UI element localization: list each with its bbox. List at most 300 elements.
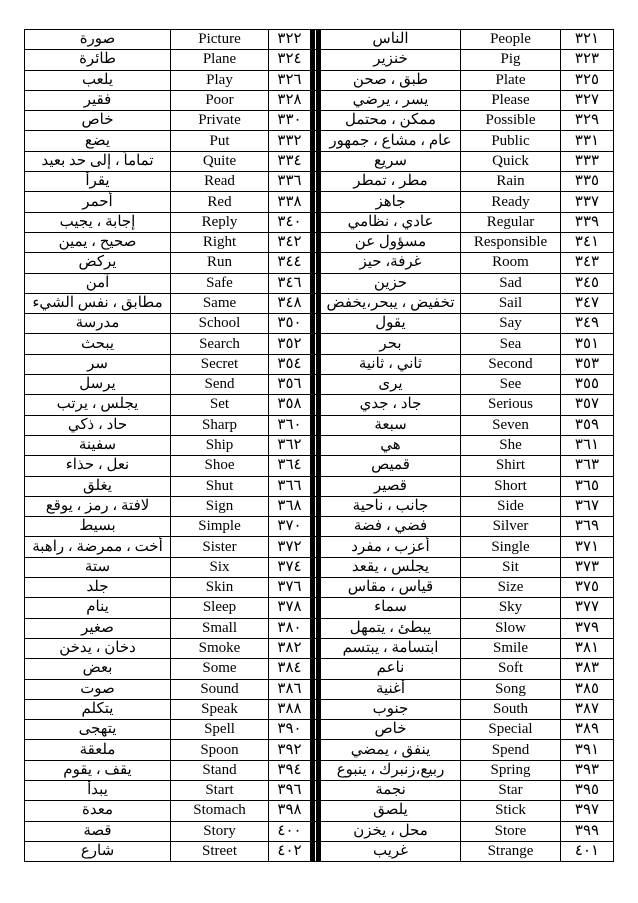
table-row bbox=[25, 232, 614, 252]
left-entry-number: ٤٠٢ bbox=[269, 841, 311, 861]
right-arabic-meaning: محل ، يخزن bbox=[321, 821, 461, 841]
left-entry-number: ٣٣٢ bbox=[269, 131, 311, 151]
left-arabic-meaning: يضع bbox=[25, 131, 171, 151]
left-entry-number: ٣٥٨ bbox=[269, 395, 311, 415]
right-entry-number: ٤٠١ bbox=[561, 841, 614, 861]
table-row bbox=[25, 192, 614, 212]
column-divider bbox=[311, 90, 321, 110]
left-arabic-meaning: صحيح ، يمين bbox=[25, 232, 171, 252]
left-arabic-meaning: يبحث bbox=[25, 334, 171, 354]
left-english-word: Quite bbox=[171, 151, 269, 171]
right-arabic-meaning: حزين bbox=[321, 273, 461, 293]
right-arabic-meaning: غرفة، حيز bbox=[321, 253, 461, 273]
right-english-word: Song bbox=[461, 679, 561, 699]
left-english-word: Speak bbox=[171, 699, 269, 719]
table-row bbox=[25, 354, 614, 374]
right-entry-number: ٣٧٥ bbox=[561, 578, 614, 598]
left-english-word: Small bbox=[171, 618, 269, 638]
left-entry-number: ٣٥٢ bbox=[269, 334, 311, 354]
left-english-word: Reply bbox=[171, 212, 269, 232]
right-english-word: Single bbox=[461, 537, 561, 557]
column-divider bbox=[311, 638, 321, 658]
left-arabic-meaning: مدرسة bbox=[25, 314, 171, 334]
left-english-word: Some bbox=[171, 659, 269, 679]
right-entry-number: ٣٨١ bbox=[561, 638, 614, 658]
right-arabic-meaning: ربيع،زنبرك ، ينبوع bbox=[321, 760, 461, 780]
right-entry-number: ٣٦٩ bbox=[561, 517, 614, 537]
left-english-word: Sister bbox=[171, 537, 269, 557]
table-row bbox=[25, 496, 614, 516]
left-arabic-meaning: قصة bbox=[25, 821, 171, 841]
table-row bbox=[25, 50, 614, 70]
column-divider bbox=[311, 212, 321, 232]
left-english-word: Sign bbox=[171, 496, 269, 516]
right-arabic-meaning: نجمة bbox=[321, 780, 461, 800]
right-english-word: Possible bbox=[461, 111, 561, 131]
right-entry-number: ٣٥٧ bbox=[561, 395, 614, 415]
column-divider bbox=[311, 50, 321, 70]
right-english-word: Size bbox=[461, 578, 561, 598]
right-entry-number: ٣٢٣ bbox=[561, 50, 614, 70]
right-english-word: Spring bbox=[461, 760, 561, 780]
right-entry-number: ٣٨٧ bbox=[561, 699, 614, 719]
right-arabic-meaning: يجلس ، يقعد bbox=[321, 557, 461, 577]
left-arabic-meaning: صورة bbox=[25, 30, 171, 50]
left-entry-number: ٣٣٠ bbox=[269, 111, 311, 131]
table-row bbox=[25, 801, 614, 821]
right-english-word: Store bbox=[461, 821, 561, 841]
right-entry-number: ٣٧٧ bbox=[561, 598, 614, 618]
left-entry-number: ٣٥٤ bbox=[269, 354, 311, 374]
column-divider bbox=[311, 30, 321, 50]
column-divider bbox=[311, 841, 321, 861]
right-english-word: People bbox=[461, 30, 561, 50]
right-english-word: Slow bbox=[461, 618, 561, 638]
left-entry-number: ٣٤٦ bbox=[269, 273, 311, 293]
right-entry-number: ٣٩٥ bbox=[561, 780, 614, 800]
left-entry-number: ٣٧٨ bbox=[269, 598, 311, 618]
right-entry-number: ٣٧١ bbox=[561, 537, 614, 557]
table-row bbox=[25, 273, 614, 293]
table-row bbox=[25, 841, 614, 861]
column-divider bbox=[311, 456, 321, 476]
right-english-word: Star bbox=[461, 780, 561, 800]
left-arabic-meaning: دخان ، يدخن bbox=[25, 638, 171, 658]
right-entry-number: ٣٢٧ bbox=[561, 90, 614, 110]
table-row bbox=[25, 415, 614, 435]
left-entry-number: ٣٧٠ bbox=[269, 517, 311, 537]
right-arabic-meaning: ينفق ، يمضي bbox=[321, 740, 461, 760]
right-arabic-meaning: بحر bbox=[321, 334, 461, 354]
left-entry-number: ٣٨٠ bbox=[269, 618, 311, 638]
table-row bbox=[25, 537, 614, 557]
table-row bbox=[25, 111, 614, 131]
right-arabic-meaning: عادي ، نظامي bbox=[321, 212, 461, 232]
table-row bbox=[25, 334, 614, 354]
right-english-word: Quick bbox=[461, 151, 561, 171]
left-arabic-meaning: شارع bbox=[25, 841, 171, 861]
left-english-word: Smoke bbox=[171, 638, 269, 658]
table-row bbox=[25, 131, 614, 151]
right-entry-number: ٣٨٥ bbox=[561, 679, 614, 699]
left-entry-number: ٣٤٢ bbox=[269, 232, 311, 252]
vocabulary-table-body bbox=[25, 30, 614, 862]
right-english-word: Sky bbox=[461, 598, 561, 618]
left-english-word: Street bbox=[171, 841, 269, 861]
left-entry-number: ٣٩٤ bbox=[269, 760, 311, 780]
table-row bbox=[25, 720, 614, 740]
left-english-word: Simple bbox=[171, 517, 269, 537]
right-entry-number: ٣٩٧ bbox=[561, 801, 614, 821]
left-english-word: Right bbox=[171, 232, 269, 252]
left-entry-number: ٣٤٨ bbox=[269, 293, 311, 313]
left-english-word: Poor bbox=[171, 90, 269, 110]
table-row bbox=[25, 679, 614, 699]
left-entry-number: ٣٩٢ bbox=[269, 740, 311, 760]
left-english-word: Secret bbox=[171, 354, 269, 374]
right-english-word: See bbox=[461, 375, 561, 395]
right-arabic-meaning: خاص bbox=[321, 720, 461, 740]
left-arabic-meaning: ستة bbox=[25, 557, 171, 577]
left-english-word: Put bbox=[171, 131, 269, 151]
right-arabic-meaning: قصير bbox=[321, 476, 461, 496]
left-english-word: Red bbox=[171, 192, 269, 212]
left-english-word: Private bbox=[171, 111, 269, 131]
table-row bbox=[25, 740, 614, 760]
right-arabic-meaning: يلصق bbox=[321, 801, 461, 821]
left-entry-number: ٣٩٨ bbox=[269, 801, 311, 821]
right-arabic-meaning: تخفيض ، يبحر،يخفض bbox=[321, 293, 461, 313]
column-divider bbox=[311, 679, 321, 699]
left-english-word: School bbox=[171, 314, 269, 334]
right-arabic-meaning: عام ، مشاع ، جمهور bbox=[321, 131, 461, 151]
left-english-word: Same bbox=[171, 293, 269, 313]
right-arabic-meaning: يبطئ ، يتمهل bbox=[321, 618, 461, 638]
right-entry-number: ٣٤٥ bbox=[561, 273, 614, 293]
right-arabic-meaning: قميص bbox=[321, 456, 461, 476]
left-arabic-meaning: فقير bbox=[25, 90, 171, 110]
left-arabic-meaning: نعل ، حذاء bbox=[25, 456, 171, 476]
left-english-word: Set bbox=[171, 395, 269, 415]
right-arabic-meaning: أعزب ، مفرد bbox=[321, 537, 461, 557]
column-divider bbox=[311, 760, 321, 780]
right-entry-number: ٣٣٥ bbox=[561, 172, 614, 192]
table-row bbox=[25, 476, 614, 496]
right-english-word: She bbox=[461, 435, 561, 455]
left-entry-number: ٣٨٦ bbox=[269, 679, 311, 699]
right-arabic-meaning: طبق ، صحن bbox=[321, 70, 461, 90]
left-entry-number: ٣٧٢ bbox=[269, 537, 311, 557]
column-divider bbox=[311, 70, 321, 90]
right-arabic-meaning: سبعة bbox=[321, 415, 461, 435]
left-english-word: Stand bbox=[171, 760, 269, 780]
left-arabic-meaning: بعض bbox=[25, 659, 171, 679]
right-arabic-meaning: جانب ، ناحية bbox=[321, 496, 461, 516]
right-english-word: Public bbox=[461, 131, 561, 151]
right-entry-number: ٣٤٣ bbox=[561, 253, 614, 273]
column-divider bbox=[311, 821, 321, 841]
left-arabic-meaning: أحمر bbox=[25, 192, 171, 212]
table-row bbox=[25, 90, 614, 110]
right-english-word: Sea bbox=[461, 334, 561, 354]
right-arabic-meaning: ابتسامة ، يبتسم bbox=[321, 638, 461, 658]
left-entry-number: ٣٥٦ bbox=[269, 375, 311, 395]
right-english-word: Spend bbox=[461, 740, 561, 760]
left-arabic-meaning: يتهجى bbox=[25, 720, 171, 740]
left-arabic-meaning: آمن bbox=[25, 273, 171, 293]
left-arabic-meaning: يبدأ bbox=[25, 780, 171, 800]
left-english-word: Ship bbox=[171, 435, 269, 455]
left-english-word: Send bbox=[171, 375, 269, 395]
right-entry-number: ٣٧٩ bbox=[561, 618, 614, 638]
right-entry-number: ٣٥٥ bbox=[561, 375, 614, 395]
column-divider bbox=[311, 618, 321, 638]
left-arabic-meaning: سر bbox=[25, 354, 171, 374]
left-arabic-meaning: معدة bbox=[25, 801, 171, 821]
column-divider bbox=[311, 740, 321, 760]
right-arabic-meaning: ناعم bbox=[321, 659, 461, 679]
right-english-word: Smile bbox=[461, 638, 561, 658]
table-row bbox=[25, 598, 614, 618]
column-divider bbox=[311, 517, 321, 537]
right-english-word: South bbox=[461, 699, 561, 719]
left-arabic-meaning: حاد ، ذكي bbox=[25, 415, 171, 435]
left-arabic-meaning: ينام bbox=[25, 598, 171, 618]
column-divider bbox=[311, 537, 321, 557]
right-english-word: Special bbox=[461, 720, 561, 740]
table-row bbox=[25, 314, 614, 334]
left-arabic-meaning: ملعقة bbox=[25, 740, 171, 760]
left-arabic-meaning: يلعب bbox=[25, 70, 171, 90]
right-entry-number: ٣٥٣ bbox=[561, 354, 614, 374]
table-row bbox=[25, 375, 614, 395]
table-row bbox=[25, 557, 614, 577]
table-row bbox=[25, 578, 614, 598]
right-entry-number: ٣٣١ bbox=[561, 131, 614, 151]
column-divider bbox=[311, 314, 321, 334]
left-english-word: Search bbox=[171, 334, 269, 354]
right-english-word: Second bbox=[461, 354, 561, 374]
left-english-word: Sleep bbox=[171, 598, 269, 618]
left-english-word: Plane bbox=[171, 50, 269, 70]
column-divider bbox=[311, 476, 321, 496]
right-arabic-meaning: أغنية bbox=[321, 679, 461, 699]
right-entry-number: ٣٤٧ bbox=[561, 293, 614, 313]
column-divider bbox=[311, 232, 321, 252]
left-arabic-meaning: يركض bbox=[25, 253, 171, 273]
left-arabic-meaning: صوت bbox=[25, 679, 171, 699]
column-divider bbox=[311, 496, 321, 516]
left-english-word: Skin bbox=[171, 578, 269, 598]
left-entry-number: ٣٢٤ bbox=[269, 50, 311, 70]
right-entry-number: ٣٨٣ bbox=[561, 659, 614, 679]
column-divider bbox=[311, 131, 321, 151]
left-arabic-meaning: يغلق bbox=[25, 476, 171, 496]
right-english-word: Regular bbox=[461, 212, 561, 232]
left-arabic-meaning: صغير bbox=[25, 618, 171, 638]
right-entry-number: ٣٢٥ bbox=[561, 70, 614, 90]
left-english-word: Spoon bbox=[171, 740, 269, 760]
left-arabic-meaning: يتكلم bbox=[25, 699, 171, 719]
column-divider bbox=[311, 253, 321, 273]
left-english-word: Sound bbox=[171, 679, 269, 699]
column-divider bbox=[311, 557, 321, 577]
right-english-word: Rain bbox=[461, 172, 561, 192]
right-entry-number: ٣٣٩ bbox=[561, 212, 614, 232]
right-entry-number: ٣٤١ bbox=[561, 232, 614, 252]
column-divider bbox=[311, 375, 321, 395]
column-divider bbox=[311, 720, 321, 740]
right-entry-number: ٣٤٩ bbox=[561, 314, 614, 334]
right-english-word: Pig bbox=[461, 50, 561, 70]
table-row bbox=[25, 30, 614, 50]
right-english-word: Seven bbox=[461, 415, 561, 435]
left-arabic-meaning: إجابة ، يجيب bbox=[25, 212, 171, 232]
left-entry-number: ٣٤٤ bbox=[269, 253, 311, 273]
table-row bbox=[25, 456, 614, 476]
vocabulary-table bbox=[24, 29, 614, 862]
vocabulary-sheet bbox=[24, 29, 613, 862]
left-arabic-meaning: أخت ، ممرضة ، راهبة bbox=[25, 537, 171, 557]
table-row bbox=[25, 253, 614, 273]
left-arabic-meaning: مطابق ، نفس الشيء bbox=[25, 293, 171, 313]
left-english-word: Shoe bbox=[171, 456, 269, 476]
left-english-word: Stomach bbox=[171, 801, 269, 821]
left-entry-number: ٣٥٠ bbox=[269, 314, 311, 334]
right-entry-number: ٣٣٣ bbox=[561, 151, 614, 171]
left-entry-number: ٣٨٢ bbox=[269, 638, 311, 658]
left-arabic-meaning: طائرة bbox=[25, 50, 171, 70]
left-arabic-meaning: يرسل bbox=[25, 375, 171, 395]
left-arabic-meaning: يقرأ bbox=[25, 172, 171, 192]
right-english-word: Strange bbox=[461, 841, 561, 861]
left-entry-number: ٣٢٢ bbox=[269, 30, 311, 50]
right-english-word: Silver bbox=[461, 517, 561, 537]
left-english-word: Play bbox=[171, 70, 269, 90]
right-arabic-meaning: قياس ، مقاس bbox=[321, 578, 461, 598]
left-english-word: Story bbox=[171, 821, 269, 841]
right-arabic-meaning: غريب bbox=[321, 841, 461, 861]
right-entry-number: ٣٩١ bbox=[561, 740, 614, 760]
column-divider bbox=[311, 435, 321, 455]
right-arabic-meaning: جاد ، جدي bbox=[321, 395, 461, 415]
column-divider bbox=[311, 334, 321, 354]
left-english-word: Sharp bbox=[171, 415, 269, 435]
right-arabic-meaning: مطر ، تمطر bbox=[321, 172, 461, 192]
left-entry-number: ٣٤٠ bbox=[269, 212, 311, 232]
left-entry-number: ٣٣٦ bbox=[269, 172, 311, 192]
right-entry-number: ٣٦١ bbox=[561, 435, 614, 455]
right-english-word: Say bbox=[461, 314, 561, 334]
right-english-word: Responsible bbox=[461, 232, 561, 252]
left-arabic-meaning: يجلس ، يرتب bbox=[25, 395, 171, 415]
table-row bbox=[25, 821, 614, 841]
right-entry-number: ٣٦٥ bbox=[561, 476, 614, 496]
column-divider bbox=[311, 801, 321, 821]
right-arabic-meaning: سريع bbox=[321, 151, 461, 171]
left-entry-number: ٣٧٤ bbox=[269, 557, 311, 577]
left-entry-number: ٣٨٨ bbox=[269, 699, 311, 719]
left-entry-number: ٣٣٨ bbox=[269, 192, 311, 212]
column-divider bbox=[311, 415, 321, 435]
column-divider bbox=[311, 192, 321, 212]
right-entry-number: ٣٢١ bbox=[561, 30, 614, 50]
right-entry-number: ٣٥١ bbox=[561, 334, 614, 354]
right-english-word: Serious bbox=[461, 395, 561, 415]
table-row bbox=[25, 699, 614, 719]
left-entry-number: ٣٨٤ bbox=[269, 659, 311, 679]
right-english-word: Room bbox=[461, 253, 561, 273]
column-divider bbox=[311, 395, 321, 415]
right-arabic-meaning: جاهز bbox=[321, 192, 461, 212]
column-divider bbox=[311, 578, 321, 598]
table-row bbox=[25, 172, 614, 192]
left-entry-number: ٣٦٠ bbox=[269, 415, 311, 435]
left-arabic-meaning: سفينة bbox=[25, 435, 171, 455]
column-divider bbox=[311, 293, 321, 313]
left-arabic-meaning: خاص bbox=[25, 111, 171, 131]
left-english-word: Safe bbox=[171, 273, 269, 293]
right-english-word: Sail bbox=[461, 293, 561, 313]
right-english-word: Sad bbox=[461, 273, 561, 293]
table-row bbox=[25, 395, 614, 415]
right-english-word: Short bbox=[461, 476, 561, 496]
left-english-word: Read bbox=[171, 172, 269, 192]
table-row bbox=[25, 780, 614, 800]
column-divider bbox=[311, 172, 321, 192]
left-arabic-meaning: بسيط bbox=[25, 517, 171, 537]
table-row bbox=[25, 151, 614, 171]
right-english-word: Plate bbox=[461, 70, 561, 90]
left-entry-number: ٣٢٦ bbox=[269, 70, 311, 90]
left-arabic-meaning: لافتة ، رمز ، يوقع bbox=[25, 496, 171, 516]
left-entry-number: ٣٦٤ bbox=[269, 456, 311, 476]
right-arabic-meaning: فضي ، فضة bbox=[321, 517, 461, 537]
right-entry-number: ٣٢٩ bbox=[561, 111, 614, 131]
table-row bbox=[25, 293, 614, 313]
column-divider bbox=[311, 151, 321, 171]
left-english-word: Picture bbox=[171, 30, 269, 50]
table-row bbox=[25, 618, 614, 638]
left-entry-number: ٣٦٢ bbox=[269, 435, 311, 455]
right-english-word: Sit bbox=[461, 557, 561, 577]
right-entry-number: ٣٩٣ bbox=[561, 760, 614, 780]
left-entry-number: ٣٣٤ bbox=[269, 151, 311, 171]
left-entry-number: ٣٢٨ bbox=[269, 90, 311, 110]
table-row bbox=[25, 760, 614, 780]
right-english-word: Ready bbox=[461, 192, 561, 212]
right-entry-number: ٣٩٩ bbox=[561, 821, 614, 841]
right-arabic-meaning: ثاني ، ثانية bbox=[321, 354, 461, 374]
right-english-word: Shirt bbox=[461, 456, 561, 476]
left-entry-number: ٣٧٦ bbox=[269, 578, 311, 598]
right-entry-number: ٣٧٣ bbox=[561, 557, 614, 577]
table-row bbox=[25, 517, 614, 537]
right-arabic-meaning: يرى bbox=[321, 375, 461, 395]
left-entry-number: ٣٩٠ bbox=[269, 720, 311, 740]
column-divider bbox=[311, 273, 321, 293]
left-english-word: Run bbox=[171, 253, 269, 273]
column-divider bbox=[311, 780, 321, 800]
left-entry-number: ٣٩٦ bbox=[269, 780, 311, 800]
right-entry-number: ٣٦٧ bbox=[561, 496, 614, 516]
left-entry-number: ٣٦٦ bbox=[269, 476, 311, 496]
right-entry-number: ٣٥٩ bbox=[561, 415, 614, 435]
column-divider bbox=[311, 111, 321, 131]
right-arabic-meaning: يقول bbox=[321, 314, 461, 334]
table-row bbox=[25, 70, 614, 90]
right-entry-number: ٣٦٣ bbox=[561, 456, 614, 476]
